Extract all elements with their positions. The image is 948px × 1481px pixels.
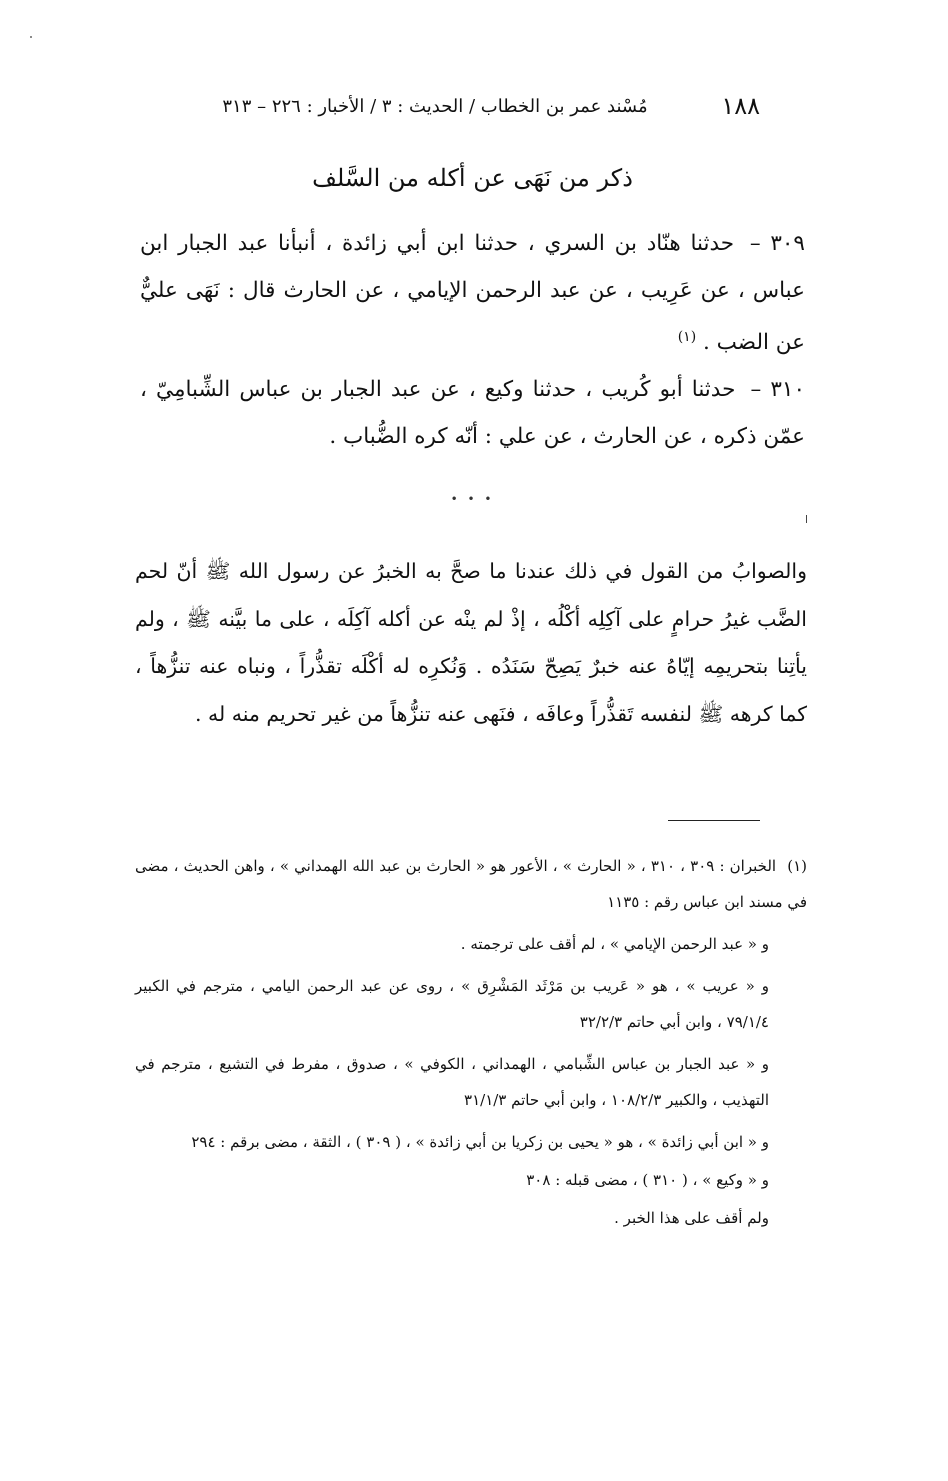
hadith-number: ٣٠٩ –	[749, 231, 805, 256]
hadith-309	[140, 220, 805, 366]
footnote-item: ولم أقف على هذا الخبر .	[614, 1209, 769, 1227]
page-number: ١٨٨	[721, 92, 760, 120]
footnotes	[135, 848, 807, 1238]
running-title: مُسْند عمر بن الخطاب / الحديث : ٣ / الأخبار : ٢٢٦ – ٣١٣	[222, 96, 648, 117]
footnote-item: و « وكيع » ، ( ٣١٠ ) ، مضى قبله : ٣٠٨	[526, 1171, 769, 1189]
footnote-mark: (١)	[787, 857, 807, 875]
footnote-item: و « عريب » ، هو « عَريب بن مَرْثَد المَشْرِق » ، روى عن عبد الرحمن اليامي ، مترجم في الكبير ٧٩/١/٤ ، وابن أبي حاتم ٣٢/٢/٣	[135, 977, 769, 1031]
footnote-item: و « عبد الجبار بن عباس الشِّبامي ، الهمداني ، الكوفي » ، صدوق ، مفرط في التشيع ، مترجم في التهذيب ، والكبير ١٠٨/٢/٣ ، وابن أبي حاتم ٣١/١/٣	[135, 1055, 769, 1109]
footnote-item	[135, 848, 807, 920]
footnote-reference[interactable]: (١)	[677, 329, 697, 345]
footnote-item: و « عبد الرحمن الإيامي » ، لم أقف على ترجمته .	[460, 935, 769, 953]
section-title: ذكر من نَهَى عن أكله من السَّلف	[312, 164, 633, 192]
hadith-number: ٣١٠ –	[750, 377, 805, 402]
hadith-text: حدثنا هنّاد بن السري ، حدثنا ابن أبي زائدة ، أنبأنا عبد الجبار ابن عباس ، عن عَرِيب ، عن عبد الرحمن الإيامي ، عن الحارث قال : نَهَى عليٌّ عن الضب .	[140, 231, 805, 356]
footnote-text: الخبران : ٣٠٩ ، ٣١٠ ، « الحارث » ، الأعور هو « الحارث بن عبد الله الهمداني » ، واهن الحديث ، مضى في مسند ابن عباس رقم : ١١٣٥	[135, 857, 807, 911]
hadith-310	[140, 366, 805, 460]
page-header	[200, 92, 760, 122]
footnote-item: و « ابن أبي زائدة » ، هو « يحيى بن زكريا بن أبي زائدة » ، ( ٣٠٩ ) ، الثقة ، مضى برقم : ٢٩٤	[191, 1133, 769, 1151]
hadith-text: حدثنا أبو كُريب ، حدثنا وكيع ، عن عبد الجبار بن عباس الشِّبامِيّ ، عمّن ذكره ، عن الحارث ، عن علي : أنّه كره الضُّباب .	[140, 377, 805, 449]
scan-speck	[30, 36, 32, 38]
footnote-divider	[668, 820, 760, 821]
section-separator: • • •	[450, 492, 495, 506]
conclusion-paragraph: والصوابُ من القول في ذلك عندنا ما صحَّ به الخبرُ عن رسول الله ﷺ أنّ لحم الضَّب غيرُ حرامٍ على آكِلِه أكْلُه ، إذْ لم ينْه عن أكله آكِلَه ، على ما بيَّنه ﷺ ، ولم يأتِنا بتحريمِه إيّاهُ عنه خبرٌ يَصِحّ سَنَدُه . وَنُكرِه له أكْلَه تقذُّراً ، ونباه عنه تنزُّهاً ، كما كرهه ﷺ لنفسه تَقذُّراً وعافَه ، فنَهى عنه تنزُّهاً من غير تحريم منه له .	[135, 559, 807, 726]
margin-mark	[806, 515, 807, 523]
